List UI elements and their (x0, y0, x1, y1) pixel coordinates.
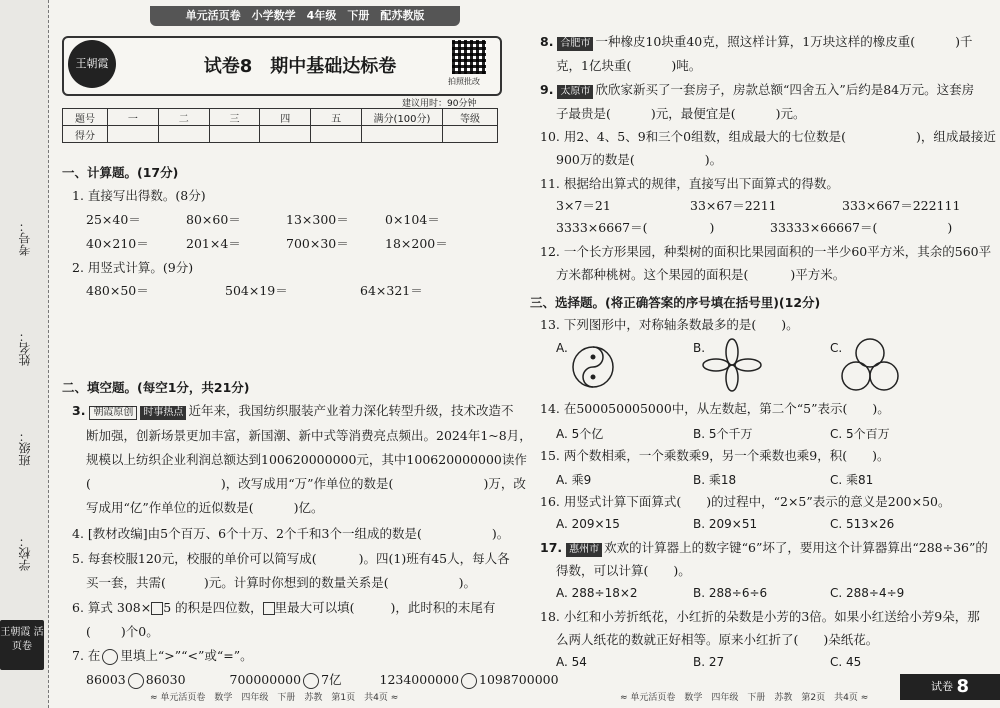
q7-value: 1234000000 (379, 672, 460, 687)
answer-blank[interactable] (748, 269, 790, 279)
q14-option[interactable]: C. 5个百万 (830, 427, 890, 441)
q9-number: 9. (540, 82, 554, 97)
q7-text: 里填上“>”“<”或“=”。 (120, 648, 253, 663)
q2-item: 504×19＝ (225, 283, 288, 298)
q13-option[interactable]: C. (830, 341, 843, 355)
q3-line: 规模以上纺织企业利润总额达到100620000000元，其中100620000000读作 (86, 452, 527, 467)
q12-line (556, 267, 845, 283)
q6-text: )，此时积的末尾有 (390, 600, 496, 615)
circle-icon (102, 649, 118, 665)
q6-text: 里最大可以填( (274, 600, 355, 615)
time-note: 建议用时：90分钟 (402, 99, 477, 109)
q3-line (86, 500, 324, 516)
q3-line (86, 476, 526, 492)
q11-text: 11. 根据给出算式的规律，直接写出下面算式的得数。 (540, 176, 839, 191)
answer-blank[interactable] (254, 502, 294, 512)
score-header-cell: 五 (311, 109, 362, 126)
q13-option[interactable]: A. (556, 341, 568, 355)
score-cell[interactable] (260, 126, 311, 143)
banji-label: 班级： (18, 430, 32, 466)
badge-label: 试卷 (930, 680, 953, 693)
q3-text: )，改写成用“万”作单位的数是( (220, 476, 394, 491)
score-cell[interactable] (108, 126, 159, 143)
q17-option[interactable]: C. 288÷4÷9 (830, 586, 905, 600)
q18-option[interactable]: B. 27 (693, 655, 725, 669)
compare-circle[interactable] (461, 673, 477, 689)
brand-logo: 王朝霞 (68, 40, 116, 88)
q13-option[interactable]: B. (693, 341, 706, 355)
q5-text: )。 (458, 575, 477, 590)
answer-blank[interactable] (91, 478, 221, 488)
q3-text: )亿。 (293, 500, 324, 515)
q2-item: 480×50＝ (86, 283, 149, 298)
score-header-cell: 题号 (63, 109, 108, 126)
q14-option[interactable]: B. 5个千万 (693, 427, 753, 441)
qr-code-icon[interactable] (452, 40, 486, 74)
answer-blank[interactable] (915, 36, 955, 46)
q11-item: 3×7＝21 (556, 198, 611, 213)
tag-current-events: 时事热点 (140, 406, 186, 420)
q16-text: 16. 用竖式计算下面算式( )的过程中，“2×5”表示的意义是200×50。 (540, 494, 951, 509)
q8-text: 克，1亿块重( (556, 58, 632, 73)
q9-text: 子最贵是( (556, 106, 611, 121)
q1-item: 18×200＝ (385, 236, 448, 251)
q11-text: 3333×6667＝( (556, 220, 648, 235)
q12-text: )平方米。 (790, 267, 846, 282)
answer-blank[interactable] (317, 553, 359, 563)
q6-text: 5 的积是四位数， (163, 600, 263, 615)
q9-line (556, 106, 806, 122)
bottom-logo: 王朝霞 活页卷 (0, 620, 44, 670)
q9-text: )元，最便宜是( (650, 106, 736, 121)
q17-number: 17. (540, 540, 563, 555)
score-cell[interactable] (209, 126, 260, 143)
score-header-cell: 二 (158, 109, 209, 126)
q17-option[interactable]: A. 288÷18×2 (556, 586, 638, 600)
q1-item: 25×40＝ (86, 212, 141, 227)
q1-item: 201×4＝ (186, 236, 241, 251)
kaohao-label: 考号： (18, 220, 32, 256)
q7-line (72, 648, 253, 665)
q5-line (72, 551, 510, 567)
q5-text: )。四(1)班有45人，每人各 (358, 551, 510, 566)
answer-blank[interactable] (389, 577, 459, 587)
q15-option[interactable]: B. 乘18 (693, 473, 737, 487)
q11-item (556, 220, 714, 236)
tag-city: 惠州市 (566, 543, 602, 557)
q3-text: 写成用“亿”作单位的近似数是( (86, 500, 254, 515)
page-badge (900, 674, 1000, 700)
score-cell[interactable] (362, 126, 443, 143)
answer-blank[interactable] (736, 108, 776, 118)
q8-text: 一种橡皮10块重40克，照这样计算，1万块这样的橡皮重( (595, 34, 916, 49)
yin-yang-icon (568, 344, 618, 390)
q10-text: 900万的数是( (556, 152, 635, 167)
right-footer: ≈ 单元活页卷 数学 四年级 下册 苏教 第2页 共4页 ≈ (620, 693, 869, 703)
score-cell[interactable] (311, 126, 362, 143)
q17-line: 得数，可以计算( )。 (556, 563, 691, 578)
score-header-cell: 四 (260, 109, 311, 126)
q6-line (86, 624, 159, 640)
q7-value: 86003 (86, 672, 126, 687)
q4-text: 4. [教材改编]由5个百万、6个十万、2个千和3个一组成的数是( (72, 526, 422, 541)
q5-line (86, 575, 476, 591)
answer-blank[interactable] (611, 108, 651, 118)
qr-label: 拍照批改 (448, 77, 480, 86)
square-box-icon (151, 602, 163, 615)
q10-line (556, 152, 722, 168)
score-table (62, 108, 498, 143)
section-2-heading: 二、填空题。(每空1分，共21分) (62, 380, 250, 395)
q17-line (540, 540, 988, 557)
q7-value: 86030 (145, 672, 186, 687)
q12-text: 方米都种桃树。这个果园的面积是( (556, 267, 749, 282)
tag-city: 合肥市 (557, 37, 593, 51)
q9-text: )元。 (775, 106, 806, 121)
q6-text: ( (86, 624, 91, 639)
q7-value: 7亿 (321, 672, 342, 687)
section-1-heading: 一、计算题。(17分) (62, 165, 179, 180)
q7-text: 7. 在 (72, 648, 101, 663)
q1-item: 13×300＝ (286, 212, 349, 227)
badge-number: 8 (956, 676, 970, 697)
compare-circle[interactable] (303, 673, 319, 689)
q18-option[interactable]: A. 54 (556, 655, 587, 669)
page-title: 试卷8 期中基础达标卷 (203, 56, 397, 77)
q7-items (86, 672, 559, 689)
q18-line: 么两人纸花的数就正好相等。原来小红折了( )朵纸花。 (556, 632, 879, 647)
q4-line (72, 526, 509, 542)
score-header-cell: 等级 (443, 109, 498, 126)
q6-text: )个0。 (120, 624, 159, 639)
q10-text: 10. 用2、4、5、9和三个0组数，组成最大的七位数是( (540, 129, 846, 144)
score-header-cell: 一 (108, 109, 159, 126)
q1-item: 40×210＝ (86, 236, 149, 251)
q6-line (72, 600, 495, 616)
q5-text: )元。计算时你想到的数量关系是( (203, 575, 389, 590)
q8-line (540, 34, 972, 51)
answer-blank[interactable] (422, 528, 492, 538)
answer-blank[interactable] (635, 154, 705, 164)
q3-text: ( (86, 476, 91, 491)
q1-item: 0×104＝ (385, 212, 440, 227)
tag-original: 朝霞原创 (89, 406, 137, 420)
four-petal-icon (702, 338, 762, 392)
q18-option[interactable]: C. 45 (830, 655, 862, 669)
q14-option[interactable]: A. 5个亿 (556, 427, 604, 441)
xuexiao-label: 学校： (18, 535, 32, 571)
tag-city: 太原市 (557, 85, 593, 99)
q5-text: 5. 每套校服120元，校服的单价可以简写成( (72, 551, 317, 566)
answer-blank[interactable] (393, 478, 483, 488)
q3-number: 3. (72, 403, 86, 418)
q12-line: 12. 一个长方形果园，种梨树的面积比果园面积的一半少60平方米，其余的560平 (540, 244, 992, 259)
q6-text: 6. 算式 308× (72, 600, 152, 615)
answer-blank[interactable] (647, 222, 709, 232)
score-header-cell: 满分(100分) (362, 109, 443, 126)
square-box-icon (263, 602, 275, 615)
q3-text: 近年来，我国纺织服装产业着力深化转型升级，技术改造不 (188, 403, 514, 418)
q7-value: 700000000 (229, 672, 302, 687)
compare-circle[interactable] (128, 673, 144, 689)
answer-blank[interactable] (846, 131, 916, 141)
q11-item (770, 220, 952, 236)
q5-text: 买一套，共需( (86, 575, 166, 590)
q9-text: 欣欣家新买了一套房子，房款总额“四舍五入”后约是84万元。这套房 (595, 82, 975, 97)
q7-value: 1098700000 (479, 672, 559, 687)
answer-blank[interactable] (91, 626, 121, 636)
q2-text: 2. 用竖式计算。(9分) (72, 260, 194, 275)
q13-text: 13. 下列图形中，对称轴条数最多的是( )。 (540, 317, 799, 332)
section-3-heading: 三、选择题。(将正确答案的序号填在括号里)(12分) (530, 295, 821, 310)
q15-option[interactable]: C. 乘81 (830, 473, 874, 487)
score-header-cell: 三 (209, 109, 260, 126)
q8-line (556, 58, 701, 74)
q1-text: 1. 直接写出得数。(8分) (72, 188, 206, 203)
q15-option[interactable]: A. 乘9 (556, 473, 592, 487)
q9-line (540, 82, 974, 99)
xingming-label: 姓名： (18, 330, 32, 366)
q16-option[interactable]: B. 209×51 (693, 517, 758, 531)
answer-blank[interactable] (355, 602, 391, 612)
answer-blank[interactable] (877, 222, 947, 232)
q10-text: )。 (704, 152, 723, 167)
q10-text: )，组成最接近 (916, 129, 996, 144)
q18-line: 18. 小红和小芳折纸花，小红折的朵数是小芳的3倍。如果小红送给小芳9朵，那 (540, 609, 980, 624)
q16-option[interactable]: C. 513×26 (830, 517, 895, 531)
q11-item: 333×667＝222111 (842, 198, 961, 213)
q3-text: )万，改 (483, 476, 526, 491)
score-row-label: 得分 (63, 126, 108, 143)
three-circles-icon (838, 336, 902, 394)
answer-blank[interactable] (631, 60, 671, 70)
score-cell[interactable] (158, 126, 209, 143)
q8-text: )吨。 (671, 58, 702, 73)
q10-line (540, 129, 996, 145)
score-cell[interactable] (443, 126, 498, 143)
q11-text: ) (709, 220, 715, 235)
q11-text: 33333×66667＝( (770, 220, 878, 235)
q8-text: )千 (955, 34, 973, 49)
q3-line (72, 403, 513, 420)
q4-text: )。 (491, 526, 510, 541)
q16-option[interactable]: A. 209×15 (556, 517, 620, 531)
q2-item: 64×321＝ (360, 283, 423, 298)
q1-item: 80×60＝ (186, 212, 241, 227)
header-banner: 单元活页卷 小学数学 4年级 下册 配苏教版 (150, 6, 460, 26)
left-footer: ≈ 单元活页卷 数学 四年级 下册 苏教 第1页 共4页 ≈ (150, 693, 399, 703)
q8-number: 8. (540, 34, 554, 49)
q11-item: 33×67＝2211 (690, 198, 777, 213)
q1-item: 700×30＝ (286, 236, 349, 251)
q17-option[interactable]: B. 288÷6÷6 (693, 586, 768, 600)
q15-text: 15. 两个数相乘，一个乘数乘9，另一个乘数也乘9，积( )。 (540, 448, 890, 463)
q14-text: 14. 在500050005000中，从左数起，第二个“5”表示( )。 (540, 401, 890, 416)
answer-blank[interactable] (166, 577, 204, 587)
q17-text: 欢欢的计算器上的数字键“6”坏了，要用这个计算器算出“288÷36”的 (604, 540, 988, 555)
q3-line: 断加强，创新场景更加丰富，新国潮、新中式等消费亮点频出。2024年1~8月， (86, 428, 532, 443)
q11-text: ) (947, 220, 953, 235)
